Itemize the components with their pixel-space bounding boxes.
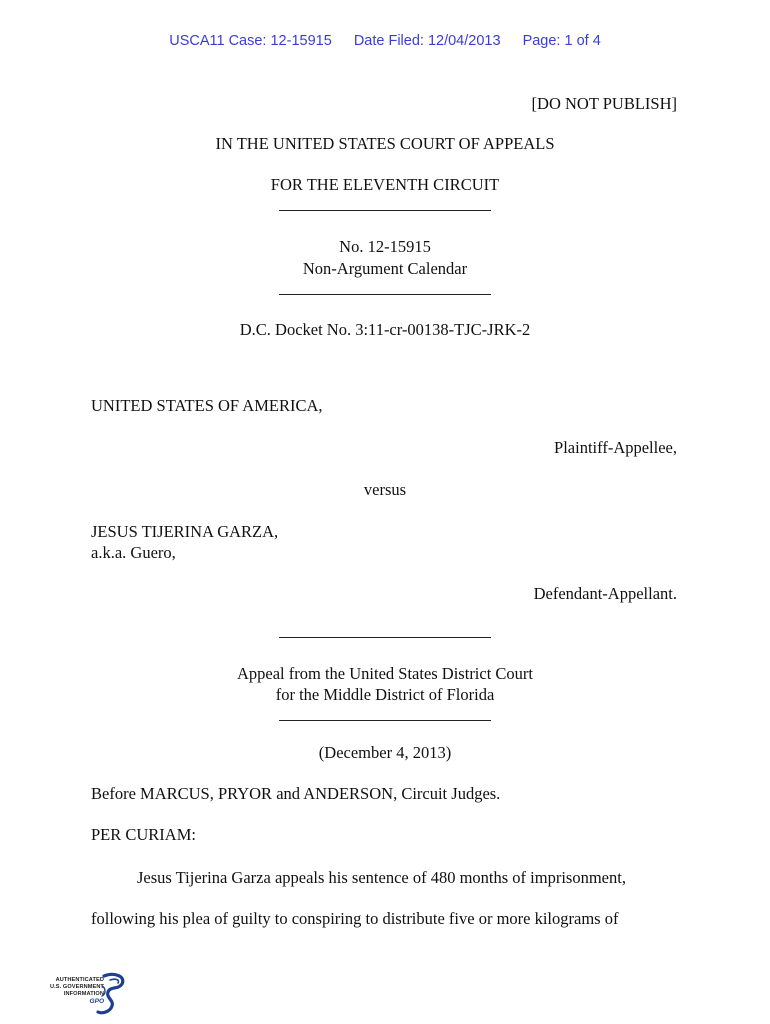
- appeal-line1: Appeal from the United States District Court: [236, 664, 534, 683]
- divider-rule: [279, 637, 491, 638]
- divider-rule: [279, 720, 491, 721]
- publish-status: [DO NOT PUBLISH]: [531, 94, 677, 113]
- docket-number: D.C. Docket No. 3:11-cr-00138-TJC-JRK-2: [239, 320, 531, 339]
- versus-text: versus: [363, 480, 407, 499]
- case-number-header: USCA11 Case: 12-15915: [169, 33, 332, 49]
- calendar-type: Non-Argument Calendar: [302, 259, 468, 278]
- defendant-role: Defendant-Appellant.: [533, 584, 677, 603]
- divider-rule: [279, 210, 491, 211]
- court-name-line1: IN THE UNITED STATES COURT OF APPEALS: [215, 134, 555, 153]
- seal-text-line2: U.S. GOVERNMENT: [49, 984, 104, 990]
- defendant-name: JESUS TIJERINA GARZA,: [91, 522, 279, 541]
- court-name-line2: FOR THE ELEVENTH CIRCUIT: [270, 175, 500, 194]
- seal-text: [40, 977, 104, 998]
- opinion-body-line1: Jesus Tijerina Garza appeals his sentence of 480 months of imprisonment,: [137, 868, 626, 887]
- per-curiam: PER CURIAM:: [91, 825, 196, 844]
- plaintiff-role: Plaintiff-Appellee,: [554, 438, 677, 457]
- decision-date: (December 4, 2013): [318, 743, 452, 762]
- page-number-header: Page: 1 of 4: [522, 33, 601, 49]
- appeal-line2: for the Middle District of Florida: [275, 685, 495, 704]
- case-number: No. 12-15915: [339, 237, 431, 256]
- document-header: [0, 33, 770, 49]
- date-filed-header: Date Filed: 12/04/2013: [353, 33, 501, 49]
- opinion-body-line2: following his plea of guilty to conspiring to distribute five or more kilograms of: [91, 909, 619, 928]
- gpo-mark: GPO: [89, 998, 104, 1005]
- eagle-icon: [96, 972, 128, 1016]
- divider-rule: [279, 294, 491, 295]
- seal-text-line1: AUTHENTICATED: [55, 977, 104, 983]
- plaintiff-name: UNITED STATES OF AMERICA,: [91, 396, 323, 415]
- judges-panel: Before MARCUS, PRYOR and ANDERSON, Circuit Judges.: [91, 784, 501, 803]
- seal-text-line3: INFORMATION: [63, 991, 104, 997]
- gpo-authentication-seal: [40, 972, 132, 1018]
- defendant-alias: a.k.a. Guero,: [91, 543, 176, 562]
